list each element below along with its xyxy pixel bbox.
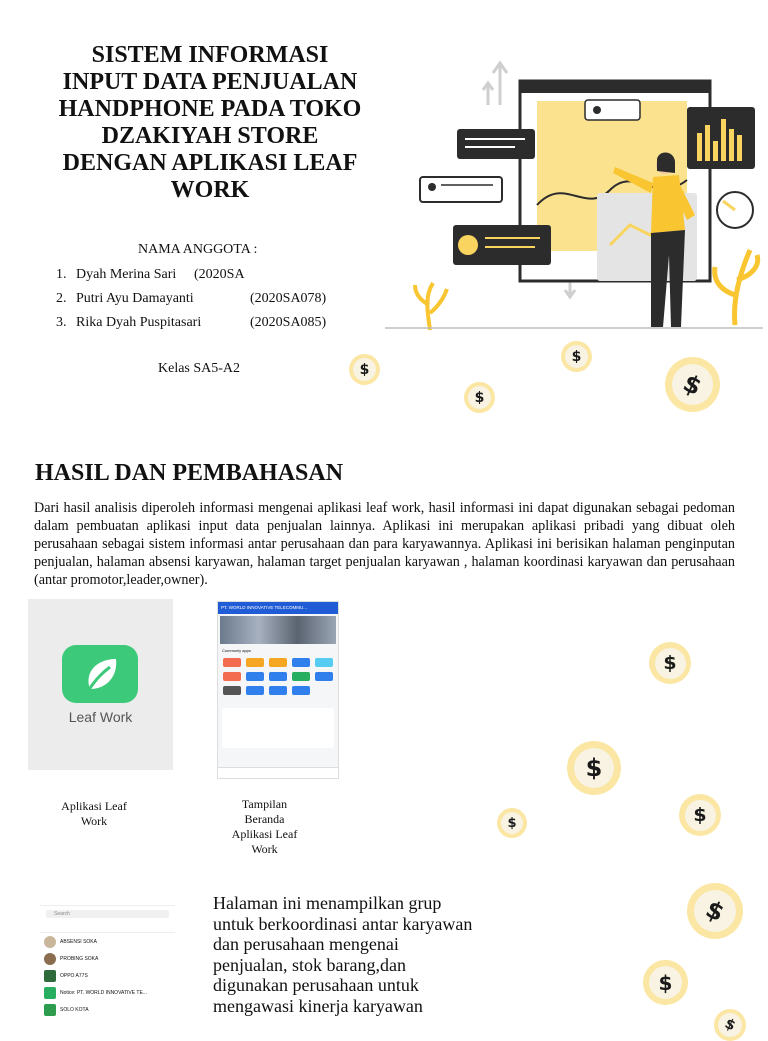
dollar-coin-icon: $: [665, 357, 720, 412]
app-tile-icon[interactable]: [223, 686, 241, 695]
home-section-label: Commonly apps: [222, 648, 251, 653]
title-line: SISTEM INFORMASI: [91, 42, 329, 68]
app-icon-label: Leaf Work: [68, 709, 133, 725]
class-label: Kelas SA5-A2: [158, 361, 241, 376]
dollar-coin-icon: $: [567, 741, 621, 795]
dollar-coin-icon: $: [643, 960, 688, 1005]
document-title: [40, 42, 380, 204]
app-tile-icon[interactable]: [246, 672, 264, 681]
app-tile-icon[interactable]: [223, 672, 241, 681]
app-tile-icon[interactable]: [223, 658, 241, 667]
home-screenshot: [217, 601, 339, 779]
dollar-coin-icon: $: [464, 382, 495, 413]
app-tile-icon[interactable]: [292, 672, 310, 681]
section-title: HASIL DAN PEMBAHASAN: [35, 460, 344, 486]
leaf-work-app-image: [28, 599, 173, 770]
app-tile-icon[interactable]: [246, 686, 264, 695]
app-tile-icon[interactable]: [269, 686, 287, 695]
dollar-coin-icon: $: [687, 883, 743, 939]
chat-header: [40, 885, 175, 906]
app-tile-icon[interactable]: [269, 658, 287, 667]
dollar-coin-icon: $: [649, 642, 691, 684]
caption-home: Tampilan Beranda Aplikasi Leaf Work: [231, 797, 298, 856]
chat-description: Halaman ini menampilkan grup untuk berkoordinasi antar karyawan dan perusahaan mengenai penjualan, stok barang,dan digunakan perusahaan untuk mengawasi kinerja karyawan: [213, 893, 473, 1016]
member-item: 1. Dyah Merina Sari (2020SA: [56, 267, 245, 282]
title-line: HANDPHONE PADA TOKO: [58, 96, 362, 122]
title-line: DENGAN APLIKASI LEAF: [62, 150, 358, 176]
app-tile-icon[interactable]: [292, 686, 310, 695]
app-tile-icon[interactable]: [315, 672, 333, 681]
dollar-coin-icon: $: [497, 808, 527, 838]
title-line: WORK: [170, 177, 250, 203]
member-item: 3. Rika Dyah Puspitasari (2020SA085): [56, 315, 327, 330]
home-header: PT. WORLD INNOVATIVE TELECOMMU...: [218, 602, 338, 614]
dollar-coin-icon: $: [714, 1009, 746, 1041]
title-line: DZAKIYAH STORE: [101, 123, 319, 149]
app-tile-icon[interactable]: [246, 658, 264, 667]
chat-list-item[interactable]: SOLO KOTA: [40, 1001, 175, 1018]
intro-paragraph: Dari hasil analisis diperoleh informasi mengenai aplikasi leaf work, hasil informasi ini dapat digunakan sebagai pedoman dalam pembuatan aplikasi input data penjualan lainnya. Aplikasi ini merupakan aplikasi pribadi yang dibuat oleh perusahaan sebagai sistem informasi antar perusahaan dan para karyawannya. Aplikasi ini berisikan halaman penginputan penjualan, halaman absensi karyawan, halaman target penjualan karyawan , halaman koordinasi karyawan dan perusahaan (antar promotor,leader,owner).: [34, 500, 735, 588]
chat-list-item[interactable]: Notice: PT. WORLD INNOVATIVE TE...: [40, 984, 175, 1001]
leaf-icon: [62, 645, 138, 703]
bottom-nav[interactable]: [218, 767, 338, 778]
member-item: 2. Putri Ayu Damayanti (2020SA078): [56, 291, 327, 306]
chat-search-input[interactable]: Search: [46, 910, 169, 918]
dollar-coin-icon: $: [349, 354, 380, 385]
app-tile-icon[interactable]: [269, 672, 287, 681]
dollar-coin-icon: $: [679, 794, 721, 836]
dollar-coin-icon: $: [561, 341, 592, 372]
home-card: [222, 708, 334, 748]
chat-list-item[interactable]: PROBING SOKA: [40, 950, 175, 967]
app-tile-icon[interactable]: [315, 658, 333, 667]
chat-screenshot: [40, 885, 175, 1024]
data-analysis-illustration: [385, 55, 765, 335]
caption-app: Aplikasi Leaf Work: [61, 799, 127, 828]
members-heading: NAMA ANGGOTA :: [138, 242, 258, 257]
chat-list-item[interactable]: OPPO A77S: [40, 967, 175, 984]
banner-image: [220, 616, 336, 644]
chat-tabs[interactable]: [40, 922, 175, 933]
title-line: INPUT DATA PENJUALAN: [62, 69, 358, 95]
chat-list-item[interactable]: ABSENSI SOKA: [40, 933, 175, 950]
app-tile-icon[interactable]: [292, 658, 310, 667]
